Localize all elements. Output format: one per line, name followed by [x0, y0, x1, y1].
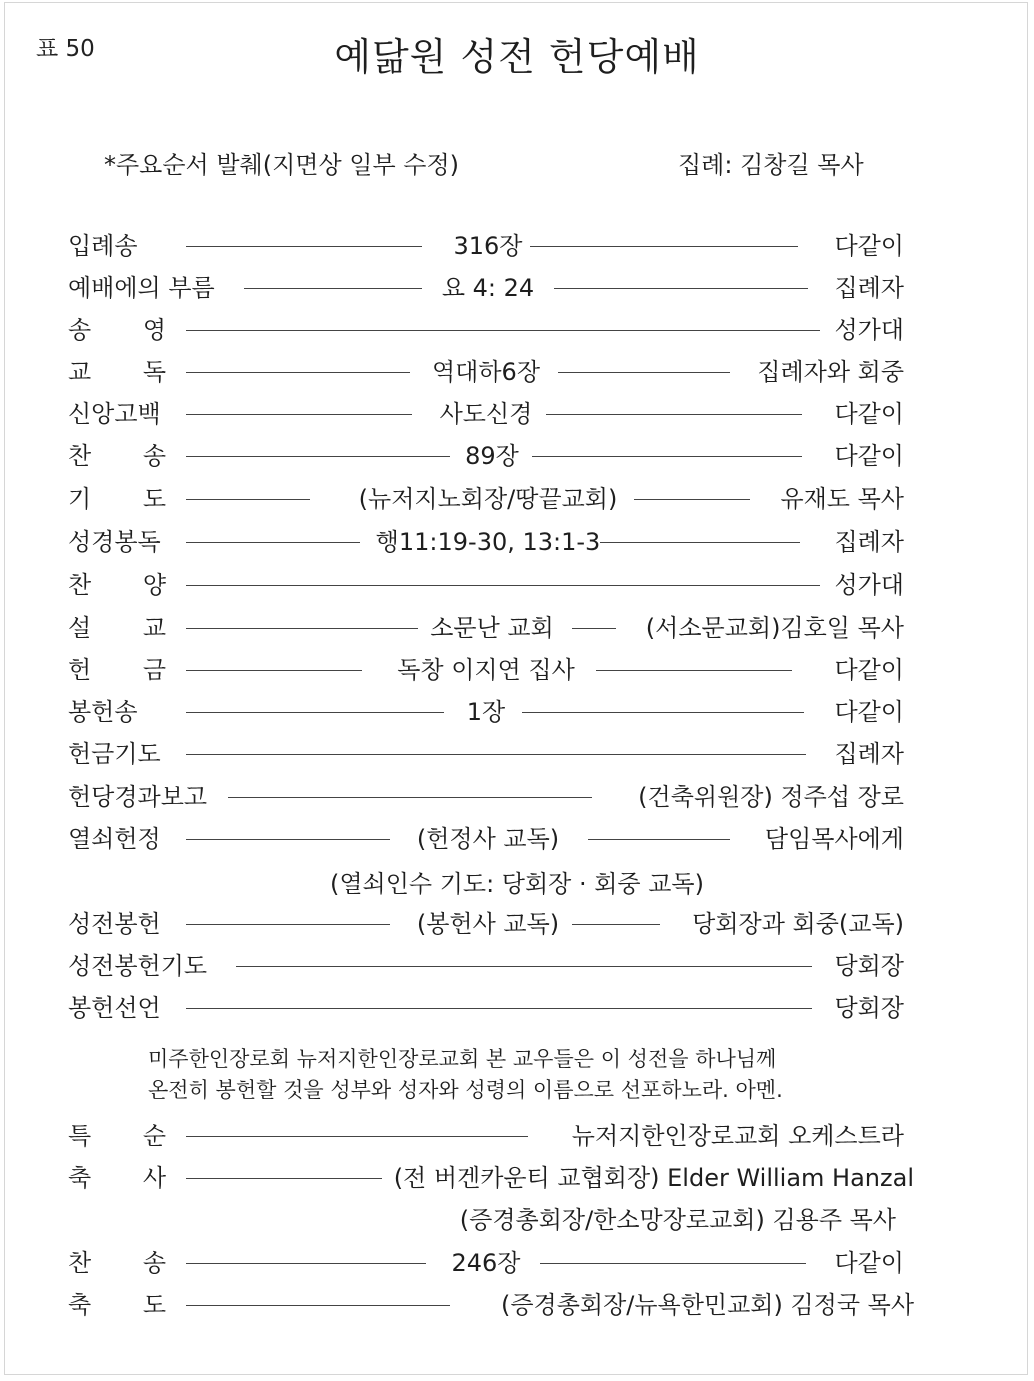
key-receiving-prayer-note: (열쇠인수 기도: 당회장 · 회중 교독) — [330, 870, 704, 898]
order-row-congratulatory-address-2 — [68, 1202, 896, 1238]
declaration-line-2: 온전히 봉헌할 것을 성부와 성자와 성령의 이름으로 선포하노라. 아멘. — [148, 1078, 783, 1102]
order-row-responsive-reading — [68, 354, 904, 390]
order-row-sermon — [68, 610, 904, 646]
leader-line — [530, 246, 798, 247]
leader-line — [186, 1305, 450, 1306]
leader-line — [186, 754, 806, 755]
order-role: (증경총회장/한소망장로교회) 김용주 목사 — [459, 1206, 896, 1234]
excerpt-note: *주요순서 발췌(지면상 일부 수정) — [104, 151, 460, 179]
order-role: 다같이 — [834, 232, 904, 260]
order-row-special-music — [68, 1118, 904, 1154]
order-role: (전 버겐카운티 교협회장) Elder William Hanzal — [393, 1164, 914, 1192]
order-role: 유재도 목사 — [780, 485, 904, 513]
leader-line — [596, 670, 792, 671]
order-item: 찬 송 — [68, 442, 188, 470]
order-item: 성전봉헌 — [68, 910, 161, 938]
order-role: 당회장과 회중(교독) — [692, 910, 904, 938]
order-detail: (봉헌사 교독) — [416, 910, 560, 938]
order-item: 교 독 — [68, 358, 188, 386]
leader-line — [600, 542, 800, 543]
order-item: 입례송 — [68, 232, 138, 260]
page-title: 예닮원 성전 헌당예배 — [334, 35, 700, 79]
order-item: 신앙고백 — [68, 400, 161, 428]
order-row-call-to-worship — [68, 270, 904, 306]
order-detail: 사도신경 — [439, 400, 533, 428]
order-row-doxology — [68, 312, 904, 348]
order-row-entrance-hymn — [68, 228, 904, 264]
leader-line — [186, 1008, 812, 1009]
leader-line — [186, 1136, 528, 1137]
leader-line — [228, 797, 592, 798]
order-role: (서소문교회)김호일 목사 — [645, 614, 904, 642]
leader-line — [186, 330, 820, 331]
order-row-hymn — [68, 438, 904, 474]
order-detail: 1장 — [466, 698, 506, 726]
order-row-closing-hymn — [68, 1245, 904, 1281]
order-item: 송 영 — [68, 316, 188, 344]
leader-line — [186, 414, 412, 415]
order-item: 찬 양 — [68, 571, 188, 599]
order-row-anthem — [68, 567, 904, 603]
order-row-construction-report — [68, 779, 904, 815]
leader-line — [540, 1263, 806, 1264]
order-role: 당회장 — [834, 994, 904, 1022]
order-role: 뉴저지한인장로교회 오케스트라 — [571, 1122, 904, 1150]
order-row-dedication-declaration — [68, 990, 904, 1026]
leader-line — [186, 839, 390, 840]
order-item: 기 도 — [68, 485, 188, 513]
leader-line — [186, 456, 450, 457]
order-detail: 행11:19-30, 13:1-3 — [375, 528, 601, 556]
order-detail: 89장 — [465, 442, 519, 470]
leader-line — [186, 585, 820, 586]
order-role: 다같이 — [834, 698, 904, 726]
order-role: 다같이 — [834, 400, 904, 428]
order-role: 성가대 — [834, 316, 904, 344]
order-row-sanctuary-dedication — [68, 906, 904, 942]
leader-line — [572, 924, 660, 925]
order-role: 집례자와 회중 — [757, 358, 904, 386]
order-detail: 246장 — [451, 1249, 521, 1277]
table-label: 표 50 — [36, 36, 95, 62]
order-detail: 요 4: 24 — [441, 274, 535, 302]
order-item: 헌금기도 — [68, 740, 161, 768]
order-row-creed — [68, 396, 904, 432]
leader-line — [588, 839, 730, 840]
order-role: 담임목사에게 — [764, 825, 904, 853]
order-detail: (헌정사 교독) — [416, 825, 560, 853]
order-role: 집례자 — [834, 740, 904, 768]
order-detail: (뉴저지노회장/땅끝교회) — [358, 485, 618, 513]
order-item: 성전봉헌기도 — [68, 952, 208, 980]
leader-line — [186, 924, 390, 925]
order-item: 헌 금 — [68, 656, 188, 684]
order-row-offering — [68, 652, 904, 688]
order-row-scripture — [68, 524, 904, 560]
order-role: 다같이 — [834, 656, 904, 684]
leader-line — [572, 628, 616, 629]
order-item: 헌당경과보고 — [68, 783, 208, 811]
order-role: (건축위원장) 정주섭 장로 — [638, 783, 904, 811]
order-row-benediction — [68, 1287, 914, 1323]
officiant: 집례: 김창길 목사 — [678, 151, 864, 179]
leader-line — [186, 542, 360, 543]
order-row-prayer — [68, 481, 904, 517]
order-role: 다같이 — [834, 1249, 904, 1277]
order-item: 성경봉독 — [68, 528, 161, 556]
leader-line — [244, 288, 422, 289]
order-item: 봉헌송 — [68, 698, 138, 726]
leader-line — [186, 1178, 382, 1179]
leader-line — [522, 712, 804, 713]
order-row-offertory-hymn — [68, 694, 904, 730]
order-item: 설 교 — [68, 614, 188, 642]
leader-line — [558, 372, 730, 373]
leader-line — [186, 499, 310, 500]
order-role: 집례자 — [834, 528, 904, 556]
order-role: 집례자 — [834, 274, 904, 302]
order-row-congratulatory-address — [68, 1160, 914, 1196]
order-item: 축 도 — [68, 1291, 188, 1319]
leader-line — [186, 246, 422, 247]
order-row-key-presentation — [68, 821, 904, 857]
order-role: (증경총회장/뉴욕한민교회) 김정국 목사 — [500, 1291, 914, 1319]
order-detail: 316장 — [453, 232, 523, 260]
order-item: 열쇠헌정 — [68, 825, 161, 853]
order-item: 예배에의 부름 — [68, 274, 215, 302]
order-item: 봉헌선언 — [68, 994, 161, 1022]
order-item: 특 순 — [68, 1122, 188, 1150]
order-item: 축 사 — [68, 1164, 188, 1192]
order-detail: 소문난 교회 — [430, 614, 554, 642]
leader-line — [236, 966, 812, 967]
leader-line — [186, 372, 410, 373]
leader-line — [554, 288, 808, 289]
order-row-offering-prayer — [68, 736, 904, 772]
leader-line — [186, 1263, 426, 1264]
leader-line — [186, 712, 444, 713]
order-row-dedication-prayer — [68, 948, 904, 984]
order-role: 당회장 — [834, 952, 904, 980]
leader-line — [532, 456, 802, 457]
order-detail: 독창 이지연 집사 — [397, 656, 575, 684]
order-item: 찬 송 — [68, 1249, 188, 1277]
declaration-line-1: 미주한인장로회 뉴저지한인장로교회 본 교우들은 이 성전을 하나님께 — [148, 1047, 777, 1071]
leader-line — [546, 414, 802, 415]
leader-line — [634, 499, 750, 500]
leader-line — [186, 670, 362, 671]
leader-line — [186, 628, 418, 629]
order-role: 성가대 — [834, 571, 904, 599]
order-role: 다같이 — [834, 442, 904, 470]
order-detail: 역대하6장 — [431, 358, 541, 386]
